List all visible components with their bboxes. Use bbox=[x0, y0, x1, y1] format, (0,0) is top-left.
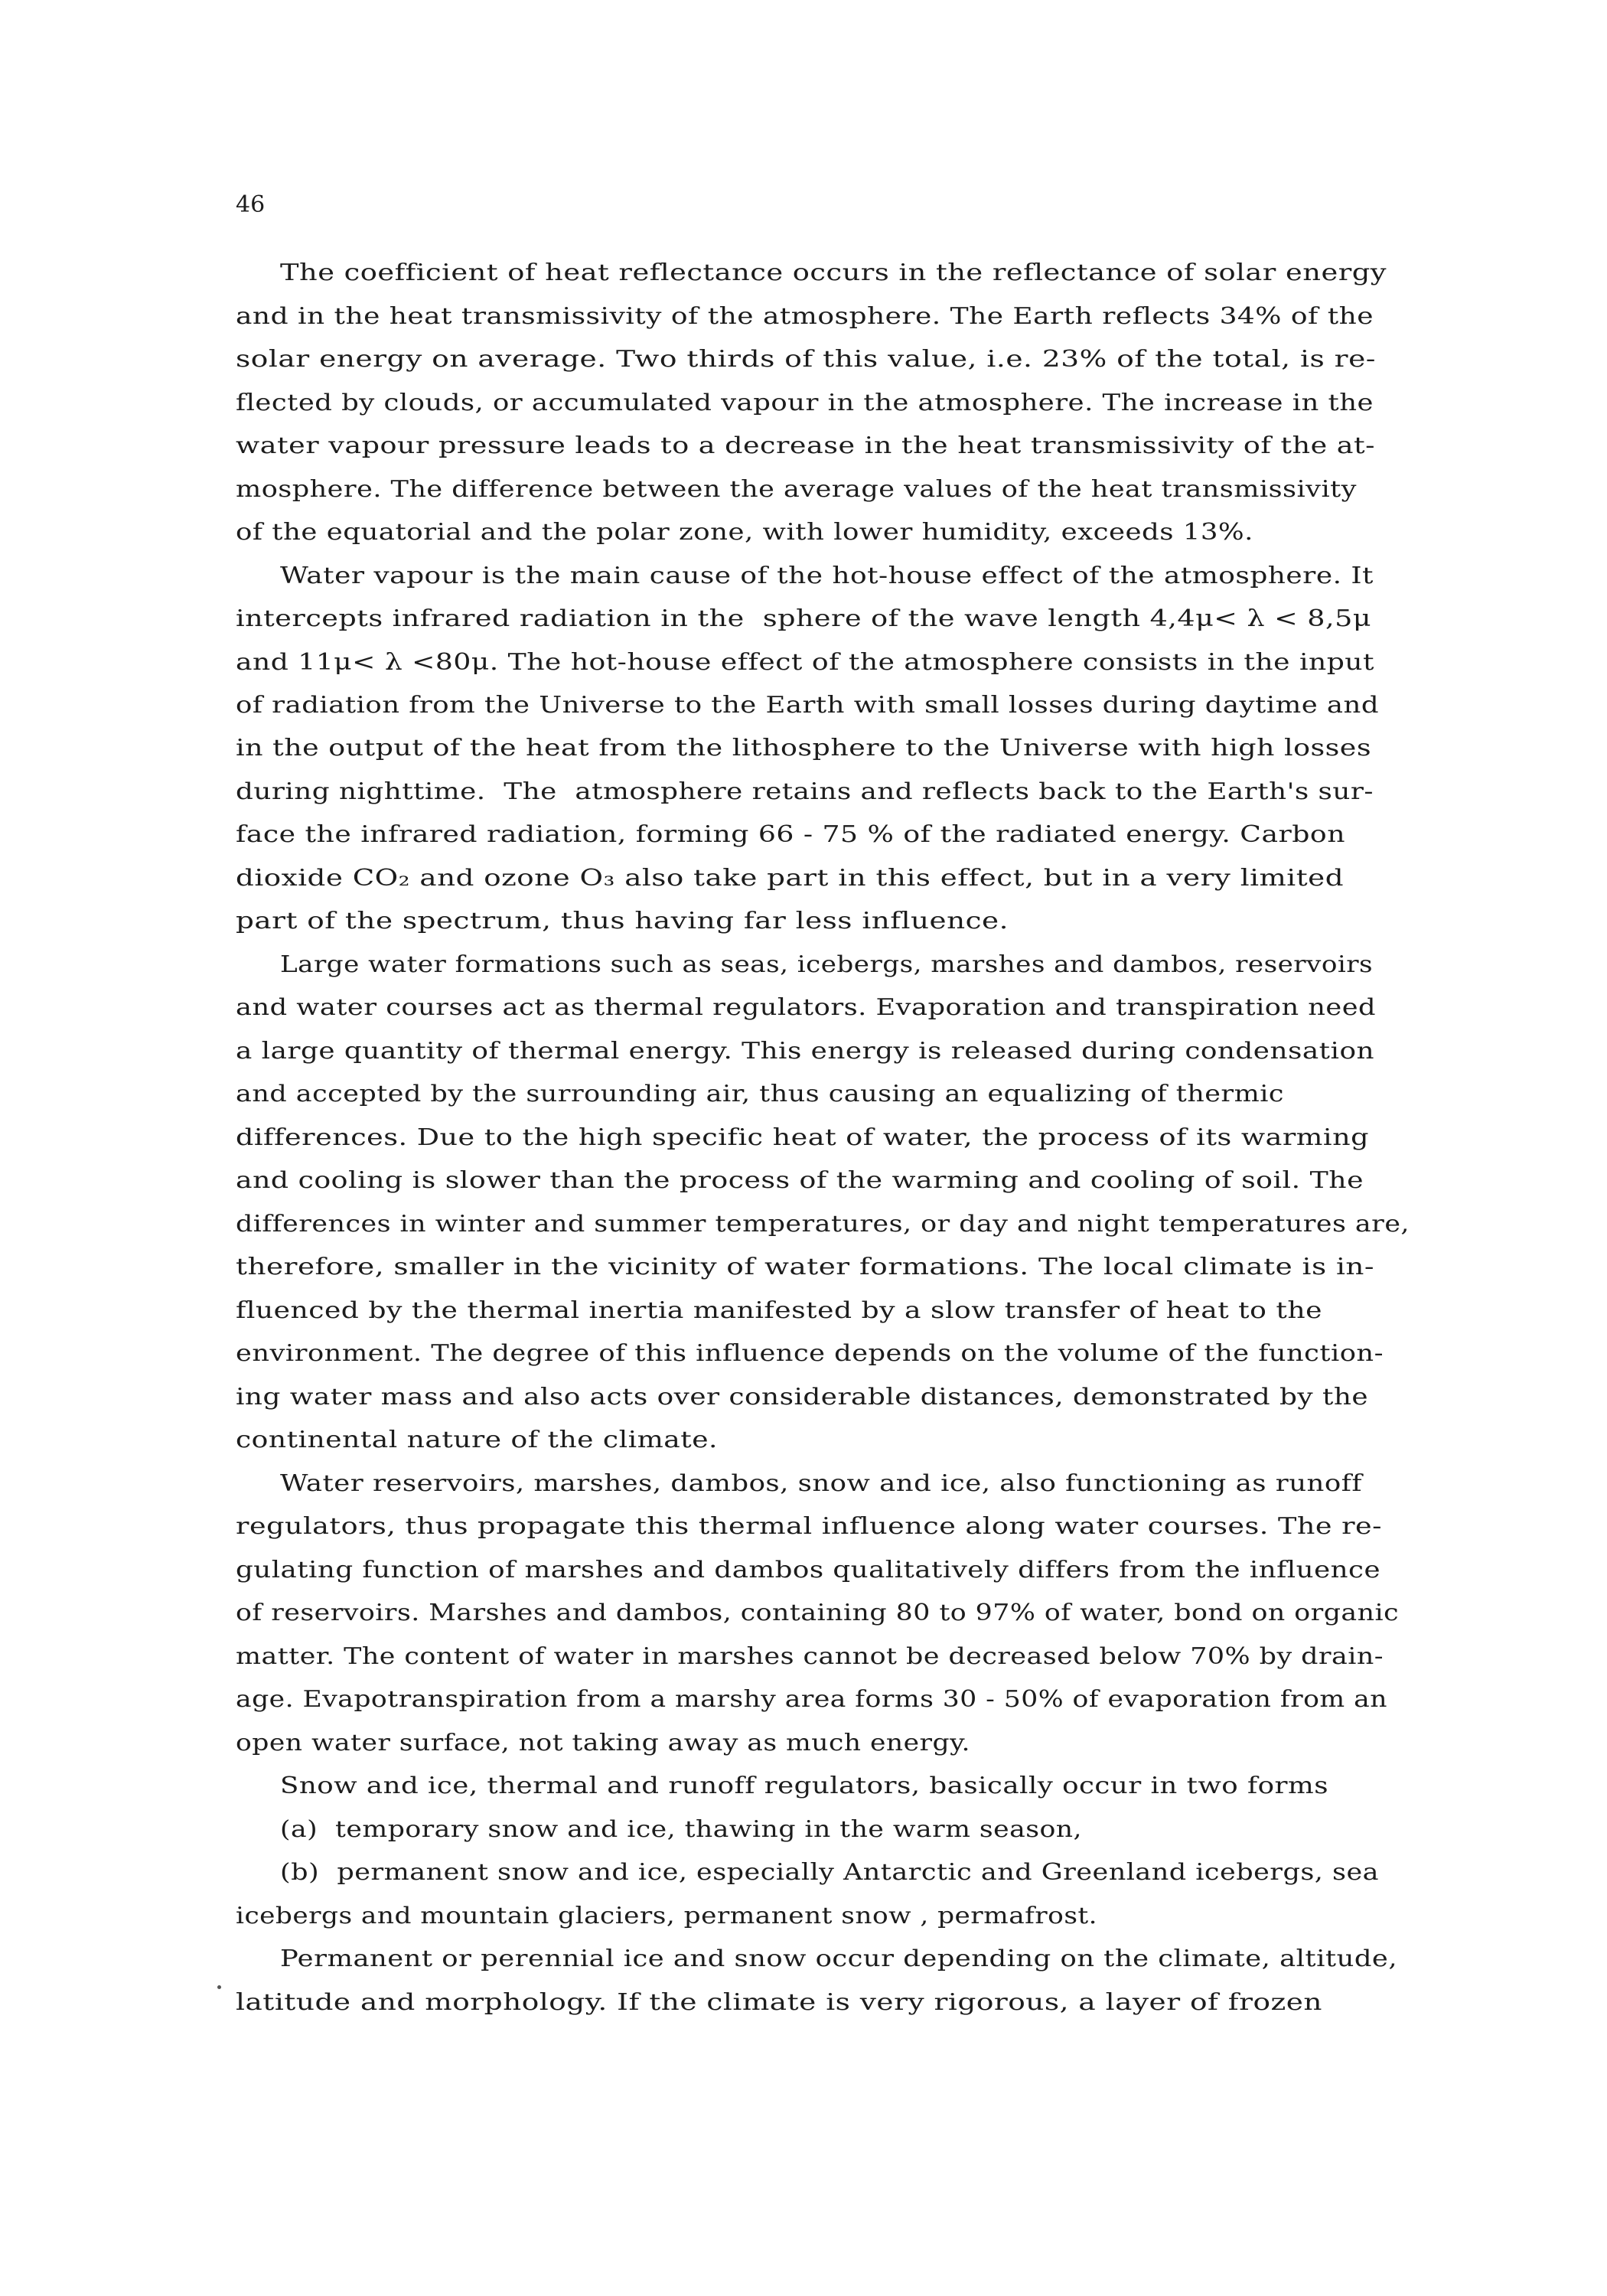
text-line: dioxide CO₂ and ozone O₃ also take part in this effect, but in a very limited bbox=[236, 865, 1345, 892]
text-line: flected by clouds, or accumulated vapour in the atmosphere. The increase in the bbox=[236, 390, 1374, 416]
text-line: gulating function of marshes and dambos qualitatively differs from the influence bbox=[236, 1557, 1381, 1583]
text-line: face the infrared radiation, forming 66 - 75 % of the radiated energy. Carbon bbox=[236, 821, 1345, 848]
text-line: and accepted by the surrounding air, thus causing an equalizing of thermic bbox=[236, 1081, 1284, 1107]
text-line: therefore, smaller in the vicinity of water formations. The local climate is in- bbox=[236, 1254, 1375, 1280]
text-line: intercepts infrared radiation in the sphere of the wave length 4,4μ< λ < 8,5μ bbox=[236, 605, 1372, 632]
text-line: differences in winter and summer temperatures, or day and night temperatures are, bbox=[236, 1211, 1410, 1238]
text-line: environment. The degree of this influence depends on the volume of the function- bbox=[236, 1340, 1384, 1367]
text-line: (a) temporary snow and ice, thawing in the warm season, bbox=[280, 1816, 1083, 1843]
text-line: (b) permanent snow and ice, especially Antarctic and Greenland icebergs, sea bbox=[280, 1859, 1379, 1886]
text-line: mosphere. The difference between the average values of the heat transmissivity bbox=[236, 476, 1357, 503]
text-line: continental nature of the climate. bbox=[236, 1427, 719, 1453]
text-line: and in the heat transmissivity of the atmosphere. The Earth reflects 34% of the bbox=[236, 303, 1374, 330]
text-line: fluenced by the thermal inertia manifested by a slow transfer of heat to the bbox=[236, 1297, 1322, 1324]
text-line: and water courses act as thermal regulators. Evaporation and transpiration need bbox=[236, 994, 1377, 1021]
text-line: of reservoirs. Marshes and dambos, containing 80 to 97% of water, bond on organic bbox=[236, 1600, 1400, 1626]
text-line: of the equatorial and the polar zone, with lower humidity, exceeds 13%. bbox=[236, 519, 1253, 546]
text-line: differences. Due to the high specific heat of water, the process of its warming bbox=[236, 1124, 1369, 1151]
text-line: and 11μ< λ <80μ. The hot-house effect of the atmosphere consists in the input bbox=[236, 649, 1375, 676]
text-line: Large water formations such as seas, icebergs, marshes and dambos, reservoirs bbox=[280, 951, 1374, 978]
text-line: solar energy on average. Two thirds of this value, i.e. 23% of the total, is re- bbox=[236, 346, 1376, 373]
text-line: of radiation from the Universe to the Earth with small losses during daytime and bbox=[236, 692, 1380, 719]
text-line: age. Evapotranspiration from a marshy area forms 30 - 50% of evaporation from an bbox=[236, 1686, 1387, 1713]
text-line: a large quantity of thermal energy. This energy is released during condensation bbox=[236, 1038, 1375, 1065]
text-line: Permanent or perennial ice and snow occur depending on the climate, altitude, bbox=[280, 1945, 1398, 1972]
text-line: icebergs and mountain glaciers, permanent snow , permafrost. bbox=[236, 1903, 1098, 1929]
text-line: water vapour pressure leads to a decrease in the heat transmissivity of the at- bbox=[236, 432, 1376, 459]
text-line: ing water mass and also acts over considerable distances, demonstrated by the bbox=[236, 1384, 1369, 1411]
text-line: part of the spectrum, thus having far less influence. bbox=[236, 908, 1009, 934]
text-line: and cooling is slower than the process of the warming and cooling of soil. The bbox=[236, 1167, 1364, 1194]
text-line: matter. The content of water in marshes cannot be decreased below 70% by drain- bbox=[236, 1643, 1384, 1670]
text-line: Snow and ice, thermal and runoff regulators, basically occur in two forms bbox=[280, 1773, 1328, 1799]
text-line: latitude and morphology. If the climate is very rigorous, a layer of frozen bbox=[236, 1989, 1323, 2016]
scan-speck bbox=[217, 1985, 221, 1989]
text-line: during nighttime. The atmosphere retains and reflects back to the Earth's sur- bbox=[236, 778, 1374, 805]
text-line: Water vapour is the main cause of the hot-house effect of the atmosphere. It bbox=[280, 563, 1374, 589]
text-line: Water reservoirs, marshes, dambos, snow and ice, also functioning as runoff bbox=[280, 1470, 1362, 1497]
page-number: 46 bbox=[236, 191, 266, 218]
text-line: in the output of the heat from the lithosphere to the Universe with high losses bbox=[236, 735, 1371, 762]
text-line: The coefficient of heat reflectance occurs in the reflectance of solar energy bbox=[280, 259, 1387, 286]
text-line: open water surface, not taking away as much energy. bbox=[236, 1730, 970, 1756]
text-line: regulators, thus propagate this thermal influence along water courses. The re- bbox=[236, 1513, 1382, 1540]
